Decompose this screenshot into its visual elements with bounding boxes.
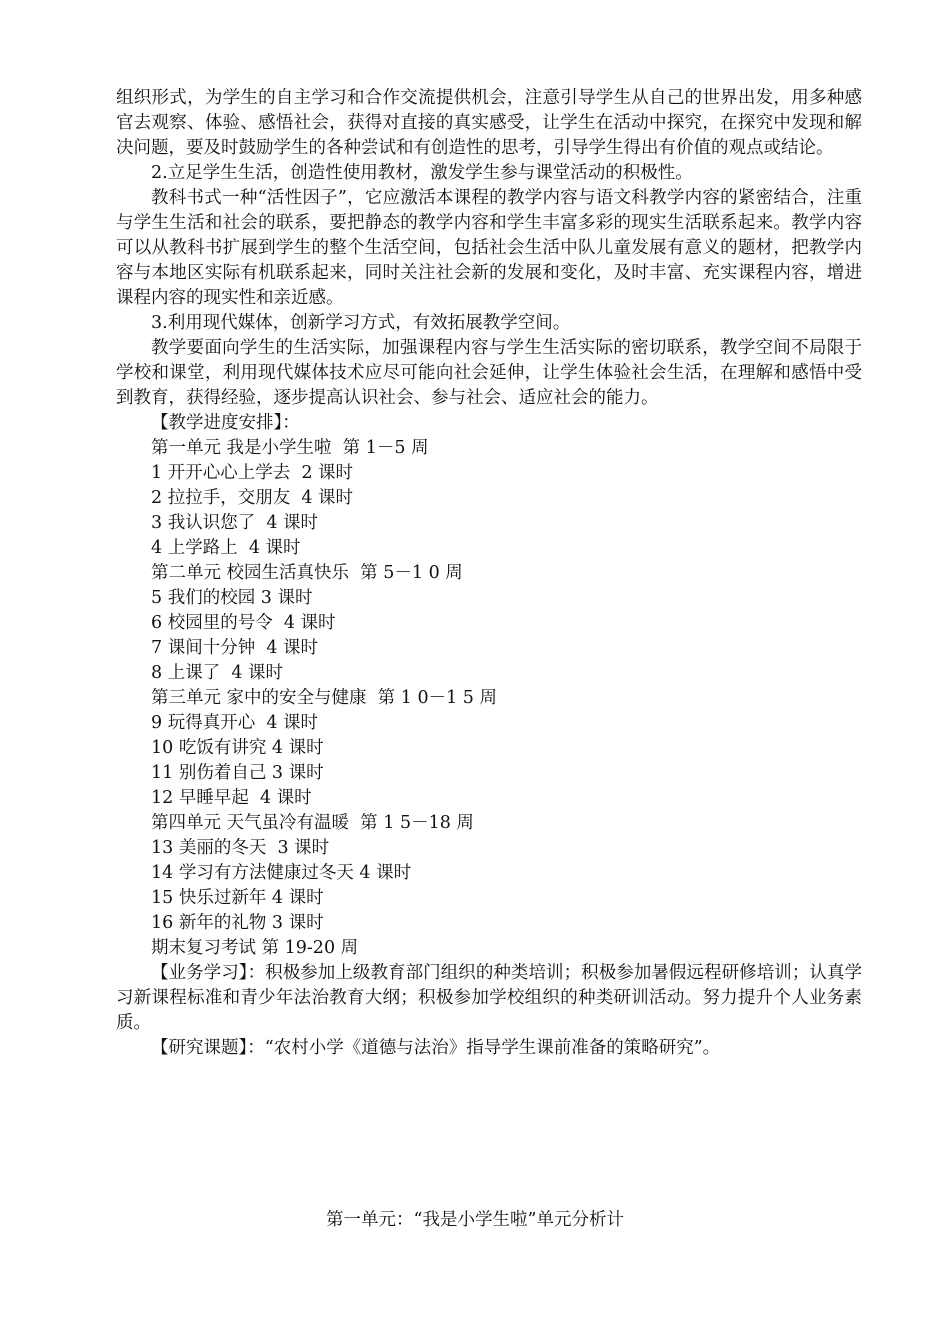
schedule-item: 3 我认识您了 4 课时	[151, 513, 319, 533]
document-body	[116, 86, 862, 1061]
schedule-item: 16 新年的礼物 3 课时	[151, 913, 324, 933]
paragraph-teaching-forms: 组织形式，为学生的自主学习和合作交流提供机会，注意引导学生从自己的世界出发，用多种感官去观察、体验、感悟社会，获得对直接的真实感受，让学生在活动中探究，在探究中发现和解决问题，要及时鼓励学生的各种尝试和有创造性的思考，引导学生得出有价值的观点或结论。	[116, 88, 862, 158]
paragraph-point-2-heading: 2.立足学生生活，创造性使用教材，激发学生参与课堂活动的积极性。	[151, 163, 693, 183]
schedule-heading: 【教学进度安排】：	[151, 413, 300, 433]
schedule-item: 14 学习有方法健康过冬天 4 课时	[151, 863, 412, 883]
schedule-item: 9 玩得真开心 4 课时	[151, 713, 319, 733]
schedule-item: 7 课间十分钟 4 课时	[151, 638, 319, 658]
schedule-item: 12 早睡早起 4 课时	[151, 788, 312, 808]
unit-analysis-title: 第一单元：“我是小学生啦”单元分析计	[326, 1210, 624, 1230]
schedule-item: 第三单元 家中的安全与健康 第 1 0－1 5 周	[151, 688, 497, 708]
paragraph-point-3-heading: 3.利用现代媒体，创新学习方式，有效拓展教学空间。	[151, 313, 571, 333]
schedule-item: 10 吃饭有讲究 4 课时	[151, 738, 324, 758]
paragraph-teaching-space: 教学要面向学生的生活实际，加强课程内容与学生生活实际的密切联系，教学空间不局限于学校和课堂，利用现代媒体技术应尽可能向社会延伸，让学生体验社会生活，在理解和感悟中受到教育，获得经验，逐步提高认识社会、参与社会、适应社会的能力。	[116, 338, 862, 408]
schedule-item: 15 快乐过新年 4 课时	[151, 888, 324, 908]
schedule-item: 5 我们的校园 3 课时	[151, 588, 313, 608]
schedule-item: 11 别伤着自己 3 课时	[151, 763, 324, 783]
schedule-item: 13 美丽的冬天 3 课时	[151, 838, 330, 858]
schedule-item: 第一单元 我是小学生啦 第 1－5 周	[151, 438, 429, 458]
paragraph-research-topic: 【研究课题】：“农村小学《道德与法治》指导学生课前准备的策略研究”。	[151, 1038, 721, 1058]
schedule-list	[116, 436, 862, 961]
schedule-item: 第二单元 校园生活真快乐 第 5－1 0 周	[151, 563, 463, 583]
schedule-item: 8 上课了 4 课时	[151, 663, 284, 683]
schedule-item: 期末复习考试 第 19-20 周	[151, 938, 359, 958]
schedule-item: 4 上学路上 4 课时	[151, 538, 301, 558]
schedule-item: 6 校园里的号令 4 课时	[151, 613, 336, 633]
schedule-item: 2 拉拉手，交朋友 4 课时	[151, 488, 354, 508]
schedule-item: 第四单元 天气虽冷有温暖 第 1 5－18 周	[151, 813, 474, 833]
schedule-item: 1 开开心心上学去 2 课时	[151, 463, 354, 483]
paragraph-professional-study: 【业务学习】：积极参加上级教育部门组织的种类培训；积极参加暑假远程研修培训；认真学习新课程标准和青少年法治教育大纲；积极参加学校组织的种类研训活动。努力提升个人业务素质。	[116, 963, 862, 1033]
paragraph-textbook-activity: 教科书式一种“活性因子”，它应激活本课程的教学内容与语文科教学内容的紧密结合，注重与学生生活和社会的联系，要把静态的教学内容和学生丰富多彩的现实生活联系起来。教学内容可以从教科书扩展到学生的整个生活空间，包括社会生活中队儿童发展有意义的题材，把教学内容与本地区实际有机联系起来，同时关注社会新的发展和变化，及时丰富、充实课程内容，增进课程内容的现实性和亲近感。	[116, 188, 862, 308]
